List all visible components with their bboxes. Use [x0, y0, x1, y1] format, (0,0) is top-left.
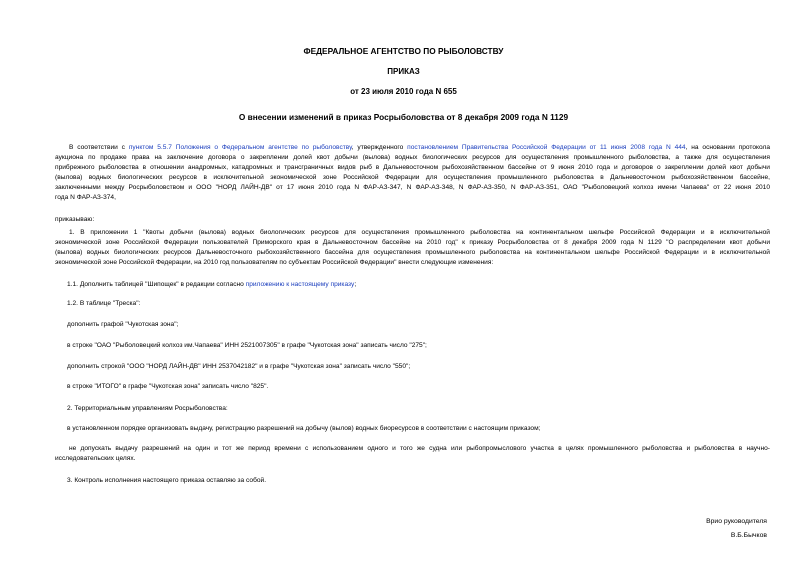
preamble-text-2: , утвержденного	[351, 144, 408, 151]
item-1-2-row-chapaev: в строке "ОАО "Рыболовецкий колхоз им.Чапаева" ИНН 2521007305" в графе "Чукотская зона" записать число "275";	[67, 342, 427, 349]
appendix-link[interactable]: приложению к настоящему приказу	[245, 281, 355, 288]
item-1-line-3: (вылова) водных биологических ресурсов Дальневосточного рыбохозяйственного бассейна для осуществления промышленного рыболовства на континентальном шельфе Российской Федерации и в исключительной	[55, 249, 770, 256]
item-2-restriction-line-2: исследовательских целях.	[55, 455, 136, 462]
item-1-line-1: 1. В приложении 1 "Квоты добычи (вылова) водных биологических ресурсов для осуществления промышленного рыболовства на континентальном шельфе Российской Федерации и в исключительной	[69, 229, 770, 236]
preamble-line-4: (вылова) водных биологических ресурсов в исключительной экономической зоне Российской Федерации для осуществления промышленного рыболовства в Дальневосточном рыбохозяйственном бассейне,	[55, 174, 770, 181]
item-2-restriction-paragraph	[55, 444, 770, 464]
item-1-2: 1.2. В таблице "Треска":	[67, 300, 141, 307]
preamble-line-5: заключенными между Росрыболовством и ООО "НОРД ЛАЙН-ДВ" от 17 июня 2010 года N ФАР-АЗ-347, N ФАР-АЗ-348, N ФАР-АЗ-350, N ФАР-АЗ-351, ОАО "Рыболовецкий колхоз имени Чапаева" от 22 июня 2010	[55, 184, 770, 191]
item-1-paragraph	[55, 228, 770, 268]
item-1-1	[67, 280, 356, 290]
preamble-line-6: года N ФАР-АЗ-374,	[55, 194, 116, 201]
signature-position: Врио руководителя	[706, 518, 767, 525]
document-subject: О внесении изменений в приказ Росрыболовства от 8 декабря 2009 года N 1129	[238, 112, 569, 122]
order-word: приказываю:	[55, 216, 95, 223]
preamble-paragraph	[55, 143, 770, 203]
item-1-line-2: экономической зоне Российской Федерации пользователей Приморского края в Дальневосточном бассейне на 2010 год" к приказу Росрыболовства от 8 декабря 2009 года N 1129 "О распределении квот добычи	[55, 239, 770, 246]
preamble-line-1	[55, 143, 770, 153]
preamble-text-3: , на основании протокола	[685, 144, 770, 151]
preamble-text-1: В соответствии с	[69, 144, 129, 151]
document-date-number: от 23 июля 2010 года N 655	[350, 87, 457, 96]
preamble-line-3: прибрежного рыболовства в отношении анадромных, катадромных и трансграничных видов рыб в Дальневосточном рыбохозяйственном бассейне от 9 июня 2010 года и договоров о закреплении долей квот добычи	[55, 164, 770, 171]
item-3: 3. Контроль исполнения настоящего приказа оставляю за собой.	[67, 477, 267, 484]
government-decree-link[interactable]: постановлением Правительства Российской Федерации от 11 июня 2008 года N 444	[407, 144, 686, 151]
preamble-line-2: аукциона по продаже права на заключение договора о закреплении долей квот добычи (вылова) водных биологических ресурсов для осуществления промышленного рыболовства, а также для осуществления	[55, 154, 770, 161]
item-1-line-4: экономической зоне Российской Федерации, на 2010 год пользователям по субъектам Российской Федерации" внести следующие изменения:	[55, 259, 494, 266]
item-2-restriction-line-1: не допускать выдачу разрешений на один и тот же период времени с использованием одного и того же судна или рыбопромыслового участка в целях промышленного рыболовства и рыболовства в научно-	[69, 445, 770, 452]
item-2: 2. Территориальным управлениям Росрыболовства:	[67, 405, 228, 412]
agency-title: ФЕДЕРАЛЬНОЕ АГЕНТСТВО ПО РЫБОЛОВСТВУ	[303, 46, 504, 56]
item-2-permits: в установленном порядке организовать выдачу, регистрацию разрешений на добычу (вылов) водных биоресурсов в соответствии с настоящим приказом;	[67, 425, 541, 432]
item-1-1-text: 1.1. Дополнить таблицей "Шипощек" в редакции согласно	[67, 281, 246, 288]
item-1-1-end: ;	[354, 281, 357, 288]
item-1-2-total-row: в строке "ИТОГО" в графе "Чукотская зона" записать число "825".	[67, 383, 269, 390]
item-1-2-add-row-nord: дополнить строкой "ООО "НОРД ЛАЙН-ДВ" ИНН 2537042182" и в графе "Чукотская зона" записать число "550";	[67, 363, 411, 370]
item-1-2-add-column: дополнить графой "Чукотская зона";	[67, 321, 179, 328]
signature-name: В.Б.Бычков	[730, 532, 767, 539]
regulation-link[interactable]: пунктом 5.5.7 Положения о Федеральном агентстве по рыболовству	[128, 144, 352, 151]
document-type: ПРИКАЗ	[387, 67, 420, 76]
